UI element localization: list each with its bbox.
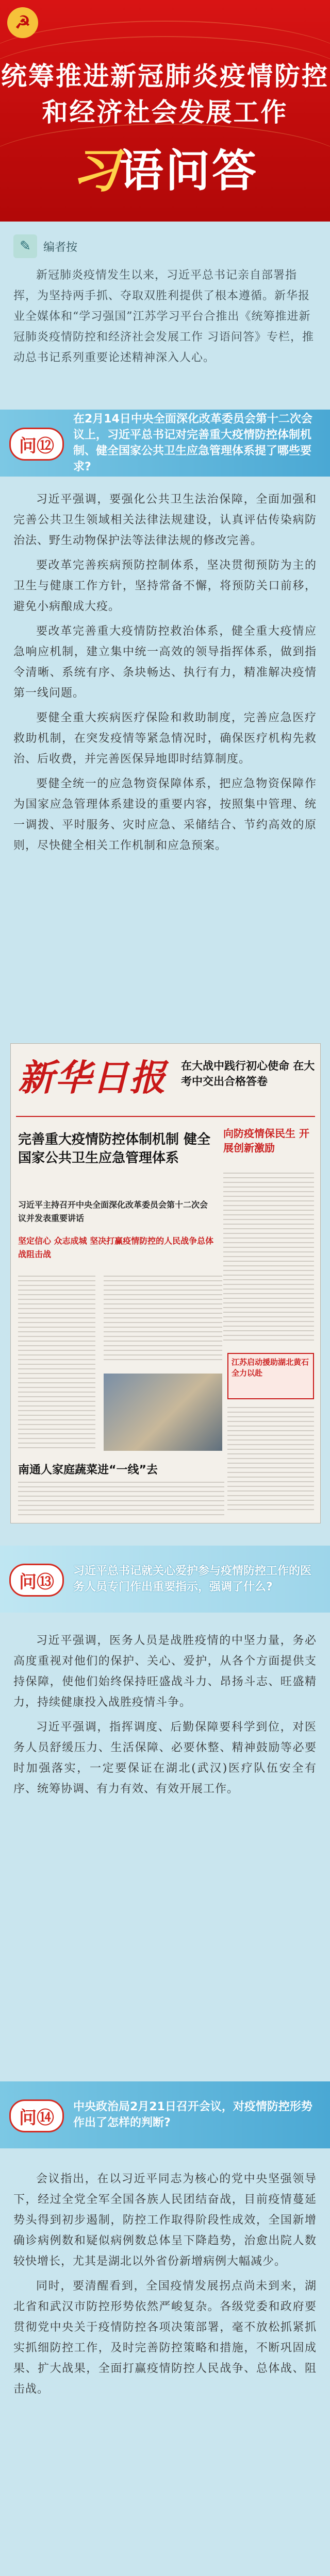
- question-banner-12: [0, 410, 330, 477]
- column-brand: [0, 133, 330, 201]
- answer-paragraph: 同时，要清醒看到，全国疫情发展拐点尚未到来，湖北省和武汉市防控形势依然严峻复杂。各级党委和政府要贯彻党中央关于疫情防控各项决策部署，毫不放松抓紧抓实抓细防控工作，及时完善防控策略和措施，不断巩固成果、扩大战果，全面打赢疫情防控人民战争、总体战、阻击战。: [13, 2280, 317, 2396]
- question-text: 在2月14日中央全面深化改革委员会第十二次会议上，习近平总书记对完善重大疫情防控体制机制、健全国家公共卫生应急管理体系提了哪些要求?: [73, 413, 312, 473]
- party-emblem-icon: ☭: [7, 7, 38, 38]
- header-banner: [0, 0, 330, 222]
- editor-note: [13, 234, 317, 368]
- question-banner-14: [0, 2081, 330, 2148]
- pen-icon: ✎: [13, 234, 37, 258]
- answer-paragraph: 要改革完善重大疫情防控救治体系，健全重大疫情应急响应机制，建立集中统一高效的领导指挥体系，做到指令清晰、系统有序、条块畅达、执行有力，精准解决疫情第一线问题。: [13, 625, 317, 700]
- newspaper-text-column: [227, 1407, 314, 1510]
- newspaper-text-column: [18, 1276, 95, 1451]
- editor-note-text: 新冠肺炎疫情发生以来，习近平总书记亲自部署指挥，为坚持两手抓、夺取双胜利提供了根本遵循。新华报业全媒体和“学习强国”江苏学习平台合推出《统筹推进新冠肺炎疫情防控和经济社会发展工作 习语问答》专栏，推动总书记系列重要论述精神深入人心。: [13, 269, 314, 364]
- newspaper-text-column: [18, 1482, 224, 1518]
- newspaper-rule: [16, 1116, 315, 1117]
- answer-paragraph: 要健全重大疾病医疗保险和救助制度，完善应急医疗救助机制，在突发疫情等紧急情况时，确保医疗机构先救治、后收费，并完善医保异地即时结算制度。: [13, 711, 317, 766]
- newspaper-red-box: 江苏启动援助湖北黄石 全力以赴: [227, 1353, 314, 1399]
- newspaper-photo: [104, 1374, 222, 1451]
- newspaper-front-page: [10, 1043, 321, 1523]
- brand-title: 语问答: [119, 145, 258, 197]
- answer-paragraph: 习近平强调，医务人员是战胜疫情的中坚力量，务必高度重视对他们的保护、关心、爱护，从各个方面提供支持保障，使他们始终保持旺盛战斗力、昂扬斗志、旺盛精力，持续健康投入战胜疫情斗争。: [13, 1634, 317, 1709]
- answer-14: [13, 2169, 317, 2404]
- question-badge: 问⑫: [9, 428, 64, 461]
- answer-12: [13, 489, 317, 860]
- newspaper-red-headline: 坚定信心 众志成城 坚决打赢疫情防控的人民战争总体战阻击战: [18, 1236, 214, 1259]
- newspaper-sub-headline: 习近平主持召开中央全面深化改革委员会第十二次会议并发表重要讲话: [18, 1200, 208, 1223]
- newspaper-text-column: [223, 1173, 314, 1343]
- answer-paragraph: 习近平强调，指挥调度、后勤保障要科学到位，对医务人员舒缓压力、生活保障、必要休整、精神鼓励等必要时加强落实，一定要保证在湖北(武汉)医疗队伍安全有序、统筹协调、有力有效、有效开展工作。: [13, 1721, 317, 1795]
- answer-paragraph: 要改革完善疾病预防控制体系，坚决贯彻预防为主的卫生与健康工作方针，坚持常备不懈，将预防关口前移，避免小病酿成大疫。: [13, 559, 317, 613]
- page-title-line-1: 统筹推进新冠肺炎疫情防控: [1, 61, 329, 91]
- brand-xi-character: 习: [71, 143, 119, 198]
- question-text: 中央政治局2月21日召开会议，对疫情防控形势作出了怎样的判断?: [73, 2100, 312, 2129]
- newspaper-top-headline: 在大战中践行初心使命 在大考中交出合格答卷: [181, 1060, 315, 1088]
- question-badge: 问⑬: [9, 1564, 64, 1597]
- newspaper-side-headline: 向防疫情保民生 开展创新激励: [223, 1127, 309, 1154]
- newspaper-bottom-headline: 南通人家庭蔬菜进“一线”去: [18, 1464, 158, 1477]
- newspaper-main-headline: 完善重大疫情防控体制机制 健全国家公共卫生应急管理体系: [18, 1132, 211, 1166]
- newspaper-masthead: 新华日报: [18, 1056, 167, 1099]
- answer-paragraph: 要健全统一的应急物资保障体系，把应急物资保障作为国家应急管理体系建设的重要内容，按照集中管理、统一调拨、平时服务、灾时应急、采储结合、节约高效的原则，尽快健全相关工作机制和应急预案。: [13, 777, 317, 852]
- question-badge: 问⑭: [9, 2099, 64, 2132]
- question-banner-13: [0, 1546, 330, 1613]
- answer-paragraph: 会议指出，在以习近平同志为核心的党中央坚强领导下，经过全党全军全国各族人民团结奋战，目前疫情蔓延势头得到初步遏制，防控工作取得阶段性成效，全国新增确诊病例数和疑似病例数总体呈下降趋势，治愈出院人数较快增长，尤其是湖北以外省份新增病例大幅减少。: [13, 2173, 317, 2268]
- answer-paragraph: 习近平强调，要强化公共卫生法治保障，全面加强和完善公共卫生领域相关法律法规建设，认真评估传染病防治法、野生动物保护法等法律法规的修改完善。: [13, 493, 317, 547]
- question-text: 习近平总书记就关心爱护参与疫情防控工作的医务人员专门作出重要指示，强调了什么?: [73, 1565, 312, 1594]
- page-title-line-2: 和经济社会发展工作: [42, 97, 288, 127]
- answer-13: [13, 1631, 317, 1804]
- newspaper-text-column: [104, 1276, 222, 1363]
- editor-note-label: 编者按: [43, 241, 78, 254]
